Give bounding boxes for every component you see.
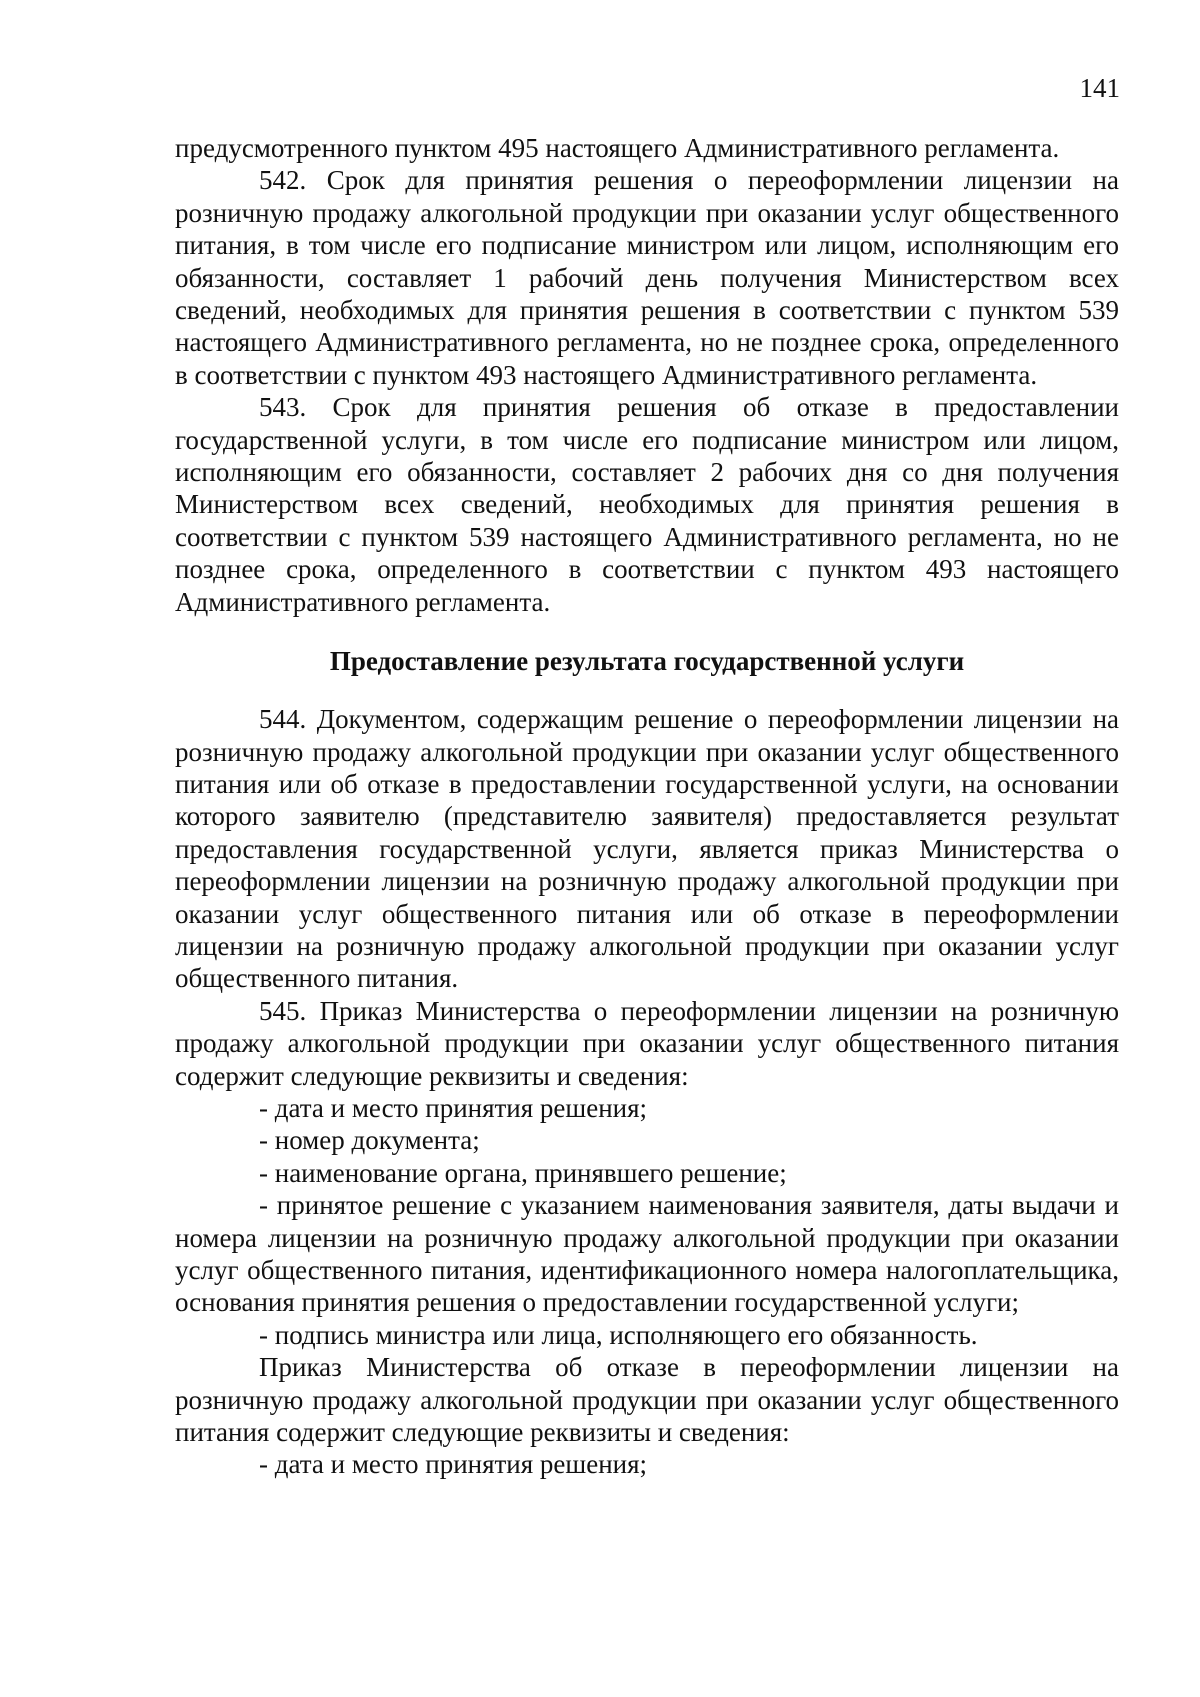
document-body (175, 132, 1119, 1481)
paragraph-542: 542. Срок для принятия решения о переоформлении лицензии на розничную продажу алкогольной продукции при оказании услуг общественного питания, в том числе его подписание министром или лицом, исполняющим его обязанности, составляет 1 рабочий день получения Министерством всех сведений, необходимых для принятия решения в соответствии с пунктом 539 настоящего Административного регламента, но не позднее срока, определенного в соответствии с пунктом 493 настоящего Административного регламента. (175, 165, 1119, 390)
list-item: - подпись министра или лица, исполняющего его обязанность. (259, 1319, 978, 1350)
paragraph-545: 545. Приказ Министерства о переоформлении лицензии на розничную продажу алкогольной продукции при оказании услуг общественного питания содержит следующие реквизиты и сведения: (175, 995, 1119, 1091)
list-item: - наименование органа, принявшего решение; (259, 1157, 787, 1188)
paragraph-543: 543. Срок для принятия решения об отказе в предоставлении государственной услуги, в том числе его подписание министром или лицом, исполняющим его обязанности, составляет 2 рабочих дня со дня получения Министерством всех сведений, необходимых для принятия решения в соответствии с пунктом 539 настоящего Административного регламента, но не позднее срока, определенного в соответствии с пунктом 493 настоящего Административного регламента. (175, 392, 1119, 617)
list-item: - принятое решение с указанием наименования заявителя, даты выдачи и номера лицензии на розничную продажу алкогольной продукции при оказании услуг общественного питания, идентификационного номера налогоплательщика, основания принятия решения о предоставлении государственной услуги; (175, 1190, 1119, 1318)
paragraph-refusal-order: Приказ Министерства об отказе в переоформлении лицензии на розничную продажу алкогольной продукции при оказании услуг общественного питания содержит следующие реквизиты и сведения: (175, 1352, 1119, 1448)
list-item: - номер документа; (259, 1125, 480, 1156)
section-heading: Предоставление результата государственной услуги (329, 646, 965, 677)
page-number: 141 (1079, 73, 1120, 103)
paragraph-continuation: предусмотренного пунктом 495 настоящего Административного регламента. (175, 133, 1060, 163)
paragraph-544: 544. Документом, содержащим решение о переоформлении лицензии на розничную продажу алкогольной продукции при оказании услуг общественного питания или об отказе в предоставлении государственной услуги, на основании которого заявителю (представителю заявителя) предоставляется результат предоставления государственной услуги, является приказ Министерства о переоформлении лицензии на розничную продажу алкогольной продукции при оказании услуг общественного питания или об отказе в переоформлении лицензии на розничную продажу алкогольной продукции при оказании услуг общественного питания. (175, 704, 1119, 994)
list-item: - дата и место принятия решения; (259, 1449, 648, 1480)
list-item: - дата и место принятия решения; (259, 1092, 648, 1123)
